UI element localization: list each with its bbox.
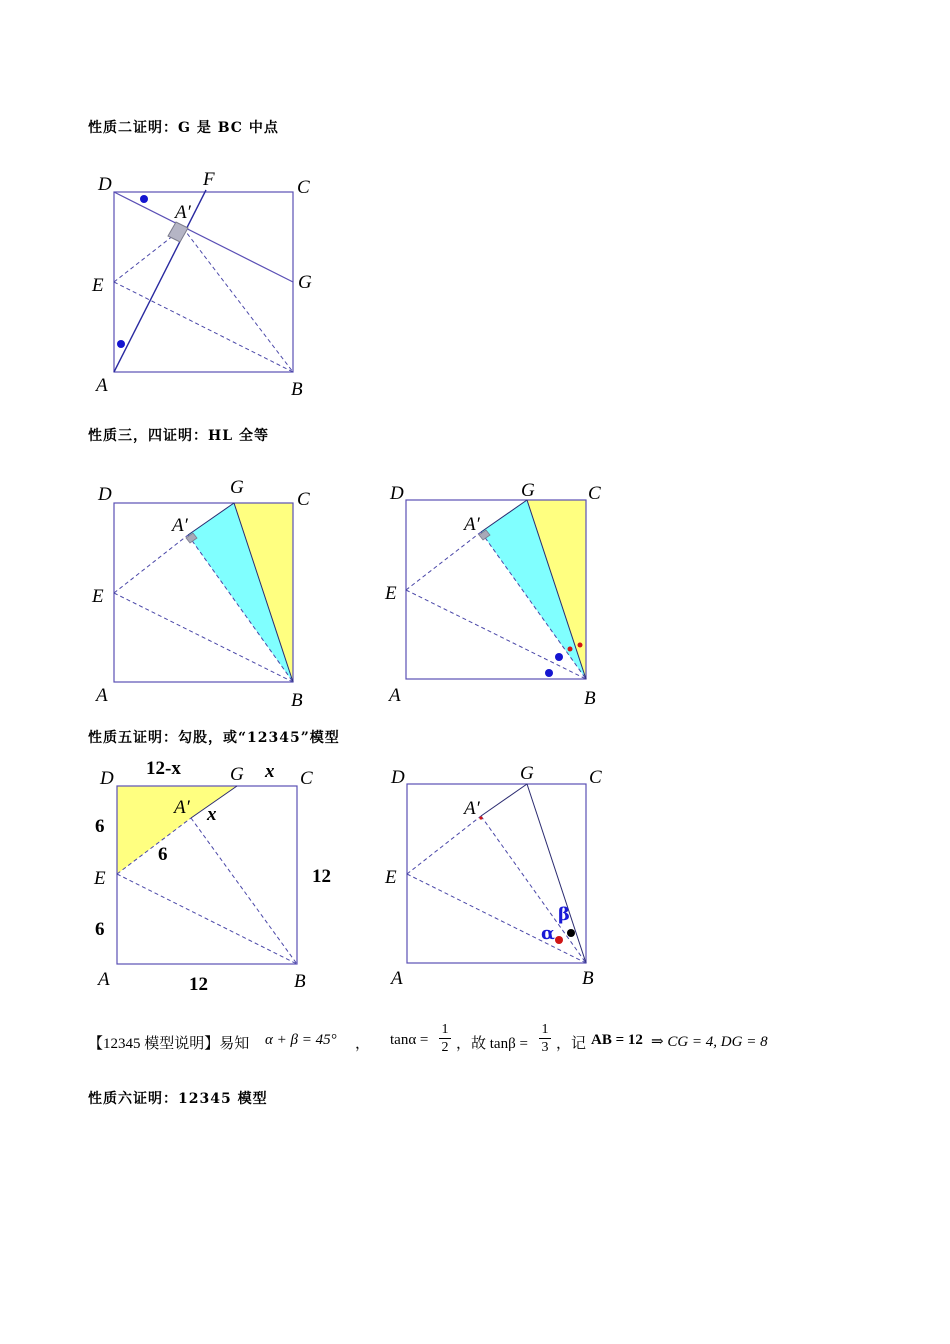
measure-gc: x [265, 761, 275, 782]
label-a: A [96, 375, 108, 396]
line-ga [481, 784, 527, 816]
label-a-prime: A′ [172, 515, 188, 536]
label-d: D [390, 483, 404, 504]
fraction-one-third [539, 1022, 551, 1055]
label-b: B [294, 971, 306, 992]
fraction-one-half [439, 1022, 451, 1055]
label-e: E [385, 867, 397, 888]
label-d: D [98, 484, 112, 505]
measure-ea: 6 [95, 919, 105, 940]
result-cg-dg: ⇒ CG = 4, DG = 8 [651, 1034, 768, 1050]
measure-ea-prime: 6 [158, 844, 168, 865]
dashed-a-b [481, 816, 586, 963]
label-a-prime: A′ [464, 798, 480, 819]
label-b: B [291, 690, 303, 711]
label-g: G [521, 480, 535, 501]
label-g: G [520, 763, 534, 784]
label-e: E [92, 275, 104, 296]
label-g: G [298, 272, 312, 293]
label-a: A [389, 685, 401, 706]
label-a: A [391, 968, 403, 989]
label-g: G [230, 477, 244, 498]
label-e: E [385, 583, 397, 604]
ab-equals-12: AB = 12 [591, 1032, 643, 1048]
label-b: B [291, 379, 303, 400]
frac1-den: 2 [441, 1040, 449, 1055]
label-c: C [589, 767, 602, 788]
dashed-eb [117, 874, 297, 964]
model-note [88, 1022, 948, 1066]
equation-alpha-beta: α + β = 45° [265, 1032, 337, 1048]
dashed-ea [407, 816, 481, 874]
label-e: E [94, 868, 106, 889]
measure-ab: 12 [189, 974, 208, 995]
label-g: G [230, 764, 244, 785]
label-a-prime: A′ [174, 797, 190, 818]
heading-property-3-4: 性质三，四证明：HL 全等 [88, 428, 269, 444]
ji: ，记 [556, 1036, 587, 1052]
separator: ， [355, 1036, 371, 1052]
measure-bc: 12 [312, 866, 331, 887]
black-dot [567, 929, 575, 937]
label-c: C [300, 768, 313, 789]
label-e: E [92, 586, 104, 607]
red-dot [555, 936, 563, 944]
label-a-prime: A′ [175, 202, 191, 223]
label-a: A [98, 969, 110, 990]
dashed-a-b [191, 818, 297, 964]
heading-property-6: 性质六证明：12345 模型 [88, 1091, 268, 1107]
measure-ga: x [207, 804, 217, 825]
gu-tan-beta: ，故 tanβ = [456, 1036, 528, 1052]
frac2-num: 1 [541, 1022, 549, 1037]
figure-3-left [93, 758, 331, 995]
label-b: B [582, 968, 594, 989]
label-c: C [297, 177, 310, 198]
label-alpha: α [541, 923, 555, 944]
model-note-prefix: 【12345 模型说明】易知 [88, 1036, 250, 1052]
label-b: B [584, 688, 596, 709]
label-a-prime: A′ [464, 514, 480, 535]
tan-alpha: tanα = [390, 1032, 429, 1048]
heading-property-2: 性质二证明：G 是 BC 中点 [88, 120, 279, 136]
label-d: D [391, 767, 405, 788]
label-c: C [588, 483, 601, 504]
figure-3-right [384, 763, 602, 989]
label-c: C [297, 489, 310, 510]
label-f: F [203, 169, 215, 190]
measure-dg: 12-x [146, 758, 181, 779]
label-d: D [98, 174, 112, 195]
measure-de: 6 [95, 816, 105, 837]
frac2-den: 3 [541, 1040, 549, 1055]
frac1-num: 1 [441, 1022, 449, 1037]
heading-property-5: 性质五证明：勾股，或“12345”模型 [88, 730, 340, 746]
label-a: A [96, 685, 108, 706]
label-d: D [100, 768, 114, 789]
red-dot [479, 816, 482, 819]
label-beta: β [558, 904, 570, 925]
line-gb [527, 784, 586, 963]
